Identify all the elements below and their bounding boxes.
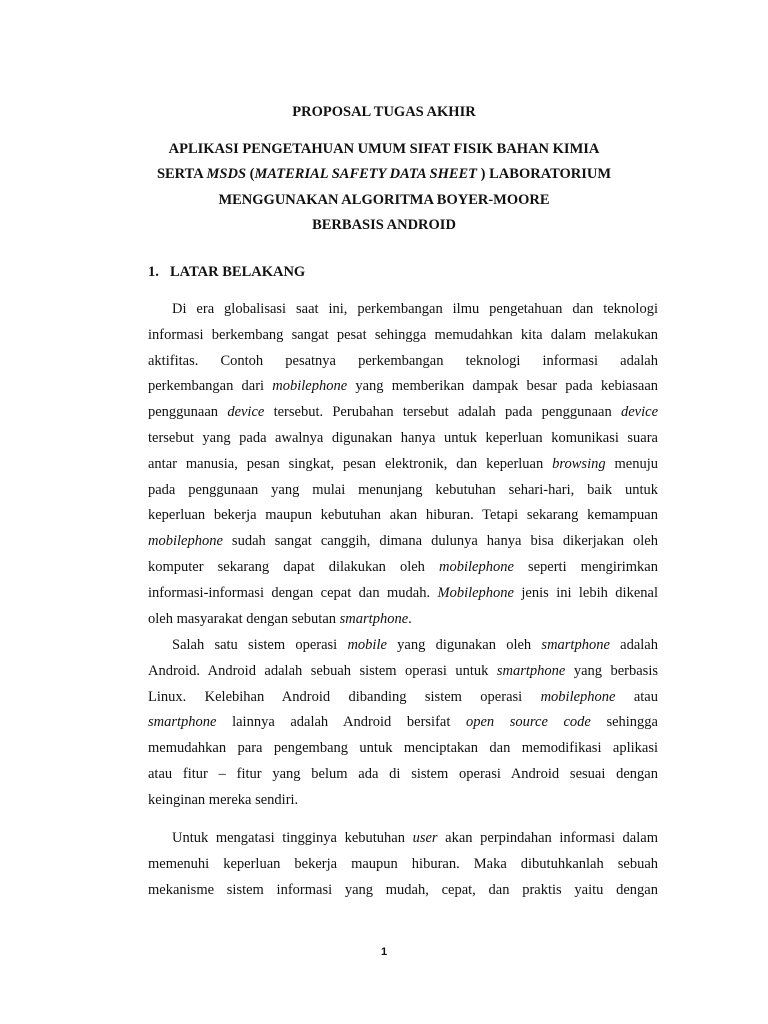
paragraph-line: komputer sekarang dapat dilakukan oleh mobilephone seperti mengirimkan [148,558,658,575]
paragraph-1 [148,297,658,632]
paragraph-line: keinginan mereka sendiri. [148,791,299,808]
paragraph-line: tersebut yang pada awalnya digunakan hanya untuk keperluan komunikasi suara [148,429,658,446]
paragraph-line: memenuhi keperluan bekerja maupun hiburan. Maka dibutuhkanlah sebuah [148,855,658,872]
paragraph-line: smartphone lainnya adalah Android bersifat open source code sehingga [148,714,658,731]
paragraph-line: atau fitur – fitur yang belum ada di sistem operasi Android sesuai dengan [148,765,658,782]
paragraph-3 [148,826,658,903]
paragraph-line: Untuk mengatasi tingginya kebutuhan user akan perpindahan informasi dalam [172,830,658,846]
section-heading [148,264,305,281]
paragraph-line: mobilephone sudah sangat canggih, dimana dulunya hanya bisa dikerjakan oleh [148,533,658,550]
section-number: 1. [148,264,159,280]
paragraph-line: oleh masyarakat dengan sebutan smartphone. [148,610,412,627]
paragraph-line: antar manusia, pesan singkat, pesan elektronik, dan keperluan browsing menuju [148,455,658,472]
paragraph-line: informasi berkembang sangat pesat sehingga memudahkan kita dalam melakukan [148,326,658,343]
title-line-2: SERTA MSDS (MATERIAL SAFETY DATA SHEET ) LABORATORIUM [156,166,612,182]
paragraph-line: informasi-informasi dengan cepat dan mudah. Mobilephone jenis ini lebih dikenal [148,584,658,601]
title-line-1: APLIKASI PENGETAHUAN UMUM SIFAT FISIK BAHAN KIMIA [168,141,600,157]
page-number: 1 [380,946,388,958]
paragraph-line: perkembangan dari mobilephone yang memberikan dampak besar pada kebiasaan [148,378,658,395]
paragraph-line: Linux. Kelebihan Android dibanding sistem operasi mobilephone atau [148,688,658,705]
paragraph-line: aktifitas. Contoh pesatnya perkembangan teknologi informasi adalah [148,352,658,369]
paragraph-line: Android. Android adalah sebuah sistem operasi untuk smartphone yang berbasis [148,662,658,679]
title-line-3: MENGGUNAKAN ALGORITMA BOYER-MOORE [218,192,550,208]
section-title: LATAR BELAKANG [170,264,306,280]
proposal-title: PROPOSAL TUGAS AKHIR [292,104,476,120]
paragraph-line: keperluan bekerja maupun kebutuhan akan hiburan. Tetapi sekarang kemampuan [148,507,658,524]
paragraph-line: Di era globalisasi saat ini, perkembangan ilmu pengetahuan dan teknologi [172,301,658,317]
paragraph-line: Salah satu sistem operasi mobile yang digunakan oleh smartphone adalah [172,637,658,653]
paragraph-2 [148,633,658,814]
paragraph-line: memudahkan para pengembang untuk menciptakan dan memodifikasi aplikasi [148,740,658,757]
paragraph-line: penggunaan device tersebut. Perubahan tersebut adalah pada penggunaan device [148,404,659,421]
title-line-4: BERBASIS ANDROID [312,217,456,233]
paragraph-line: pada penggunaan yang mulai menunjang kebutuhan sehari-hari, baik untuk [148,481,658,498]
paragraph-line: mekanisme sistem informasi yang mudah, cepat, dan praktis yaitu dengan [148,881,658,898]
